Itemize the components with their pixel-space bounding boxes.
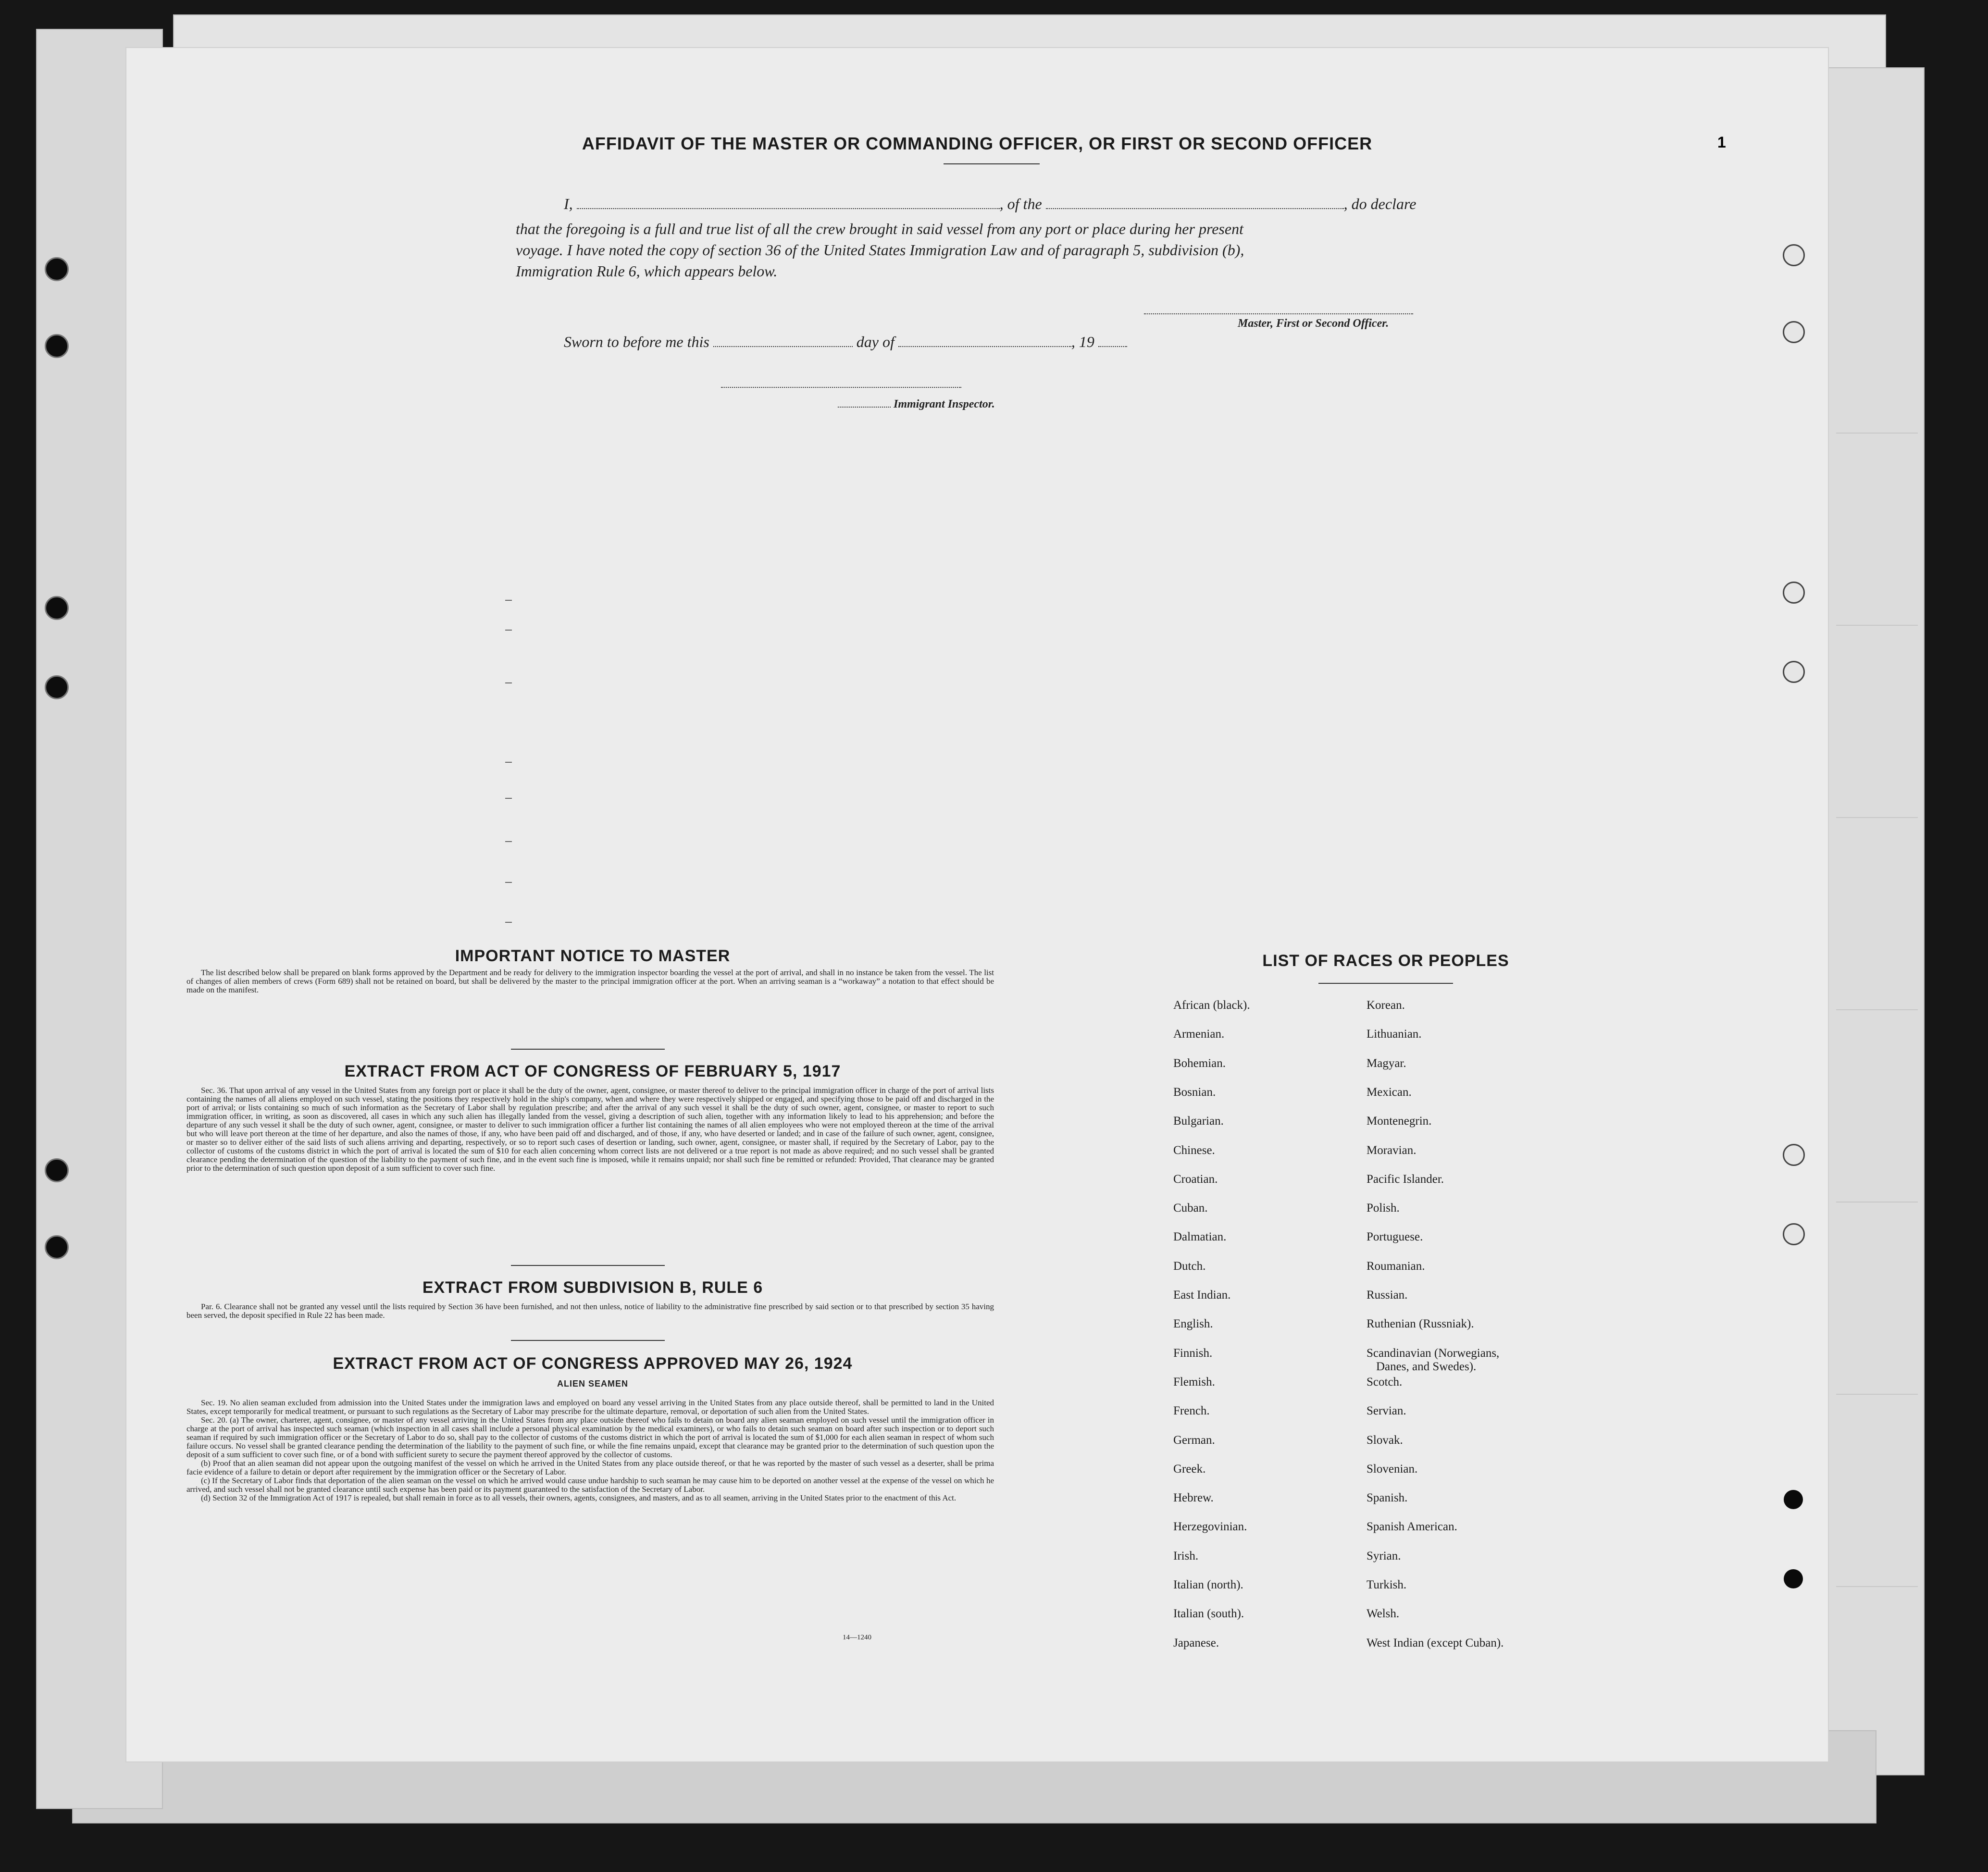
race-item: Montenegrin. [1367,1115,1432,1128]
race-item: Slovenian. [1367,1462,1418,1475]
races-title: LIST OF RACES OR PEOPLES [1262,952,1509,970]
race-item: Russian. [1367,1289,1408,1302]
form-number: 14—1240 [843,1634,871,1641]
declaration-body-3: Immigration Rule 6, which appears below. [516,262,778,280]
ledger-line [1836,1586,1918,1587]
race-item: Portuguese. [1367,1230,1423,1244]
tick-mark [505,762,512,763]
notice-paragraph: The list described below shall be prepared on blank forms approved by the Department and be ready for delivery to the immigration inspector boarding the vessel at the port of arrival, and shall in no instance be taken from the vessel. The list of changes of alien members of crews (Form 689) shall not be retained on board, but shall be delivered by the master to the principal immigration officer at the port. When an arriving seaman is a “workaway” a notation to that effect should be made on the manifest. [186,968,994,994]
race-item: Danes, and Swedes). [1376,1360,1477,1373]
race-item: Flemish. [1173,1375,1215,1389]
ledger-line [1836,433,1918,434]
binder-hole [45,1235,69,1259]
race-item: Finnish. [1173,1346,1213,1360]
extract-1917-title: EXTRACT FROM ACT OF CONGRESS OF FEBRUARY 5, 1917 [344,1062,841,1080]
sec20d-paragraph: (d) Section 32 of the Immigration Act of 1917 is repealed, but shall remain in force as to all vessels, their owners, agents, consignees, and masters, and as to all seamen, arriving in the United States prior to the enactment of this Act. [201,1493,957,1502]
inspector-signature-line[interactable] [721,387,961,388]
binder-hole [45,257,69,281]
sec20c-paragraph: (c) If the Secretary of Labor finds that deportation of the alien seaman on the vessel on which he arrived would cause undue hardship to such seaman he may cause him to be deported on another vessel at the expense of the vessel on which he arrived, and such vessel shall not be granted clearance until such expense has been paid or its payment guaranteed to the satisfaction of the Secretary of Labor. [186,1476,994,1494]
race-item: Hebrew. [1173,1491,1214,1505]
races-title-rule [1318,983,1453,984]
document-page [126,48,1828,1761]
sworn-label: Sworn to before me this [564,333,709,350]
officer-name-field[interactable] [577,195,1000,209]
race-item: Dutch. [1173,1259,1206,1273]
rule6-paragraph: Par. 6. Clearance shall not be granted any vessel until the lists required by Section 36 have been furnished, and not then unless, notice of liability to the administrative fine prescribed by said section or to that prescribed by section 35 having been served, the deposit specified in Rule 22 has been made. [186,1302,994,1320]
ledger-line [1836,817,1918,818]
title-rule [944,163,1040,164]
ledger-line [1836,1009,1918,1010]
race-item: African (black). [1173,999,1250,1012]
race-item: Chinese. [1173,1143,1215,1157]
race-item: Scotch. [1367,1375,1403,1389]
rule6-title: EXTRACT FROM SUBDIVISION B, RULE 6 [422,1278,763,1297]
binder-hole [45,596,69,620]
race-item: Magyar. [1367,1056,1406,1070]
rule6-text [186,1302,994,1320]
race-item: Lithuanian. [1367,1028,1422,1041]
master-signature-line[interactable] [1144,313,1413,314]
binder-hole [45,1158,69,1182]
binder-hole-right [1783,1223,1805,1245]
binder-hole-right [1783,321,1805,343]
race-item: English. [1173,1317,1213,1331]
tick-mark [505,841,512,842]
sec20b-paragraph: (b) Proof that an alien seaman did not appear upon the outgoing manifest of the vessel on which he arrived in the United States from any place outside thereof, or that he was reported by the master of such vessel as a deserter, shall be prima facie evidence of a failure to detain or deport after requirement by the immigration officer or the Secretary of Labor. [186,1459,994,1476]
race-item: Dalmatian. [1173,1230,1227,1244]
ledger-line [1836,1394,1918,1395]
sworn-month-field[interactable] [898,333,1071,347]
divider [511,1265,665,1266]
race-item: West Indian (except Cuban). [1367,1636,1504,1649]
inspector-label-text: Immigrant Inspector. [894,398,995,410]
declaration-body-1: that the foregoing is a full and true list of all the crew brought in said vessel from any port or place during her present [516,220,1243,237]
race-item: Italian (north). [1173,1578,1243,1591]
race-item: Turkish. [1367,1578,1407,1591]
race-item: Bosnian. [1173,1085,1216,1099]
declaration-line [564,195,1416,213]
i-label: I, [564,195,573,212]
ledger-line [1836,625,1918,626]
binder-hole-right [1783,661,1805,683]
of-the-label: , of the [999,195,1042,212]
notice-title: IMPORTANT NOTICE TO MASTER [455,947,731,965]
race-item: Bulgarian. [1173,1115,1224,1128]
vessel-name-field[interactable] [1046,195,1344,209]
race-item: Slovak. [1367,1433,1403,1447]
race-item: Polish. [1367,1202,1400,1215]
extract-1917-paragraph: Sec. 36. That upon arrival of any vessel in the United States from any foreign port or place it shall be the duty of the owner, agent, consignee, or master thereof to deliver to the principal immigration officer in charge of the port of arrival lists containing the names of all aliens employed on such vessel, stating the positions they respectively hold in the ship's company, when and where they were respectively shipped or engaged, and specifying those to be paid off and discharged in the port of arrival; or lists containing so much of such information as the Secretary of Labor shall by regulation prescribe; and after the arrival of any such vessel it shall be the duty of such owner, agent, consignee, or master to report to such immigration officer, in writing, as soon as discovered, all cases in which any such alien has illegally landed from the vessel, giving a description of such alien, together with any information likely to lead to his apprehension; and before the departure of any such vessel it shall be the duty of such owner, agent, consignee, or master to deliver to such immigration officer a further list containing the names of all alien employees who were not employed thereon at the time of the arrival but who will leave port thereon at the time of her departure, and also the names of those, if any, who have been paid off and discharged, and of those, if any, who have deserted or landed; and in case of the failure of such owner, agent, consignee, or master so to deliver either of the said lists of such aliens arriving and departing, respectively, or so to report such cases of desertion or landing, such owner, agent, consignee, or master shall, if required by the Secretary of Labor, pay to the collector of customs of the customs district in which the port of arrival is located the sum of $10 for each alien concerning whom correct lists are not delivered or a true report is not made as above required; and no such vessel shall be granted clearance pending the determination of the question of the liability to the payment of such fine, and in the event such fine is imposed, while it remains unpaid; nor shall such fine be remitted or refunded: Provided, That clearance may be granted prior to the determination of such question upon deposit of a sum sufficient to cover such fine. [186,1086,994,1173]
extract-1924-text [186,1399,994,1502]
race-item: Servian. [1367,1404,1406,1418]
tick-mark [505,922,512,923]
race-item: Japanese. [1173,1636,1219,1649]
declaration-body-2: voyage. I have noted the copy of section 36 of the United States Immigration Law and of paragraph 5, subdivision (b), [516,241,1244,259]
sec20a-paragraph: Sec. 20. (a) The owner, charterer, agent, consignee, or master of any vessel arriving in the United States from any place outside thereof who fails to detain on board any alien seaman employed on such vessel until the immigration officer in charge at the port of arrival has inspected such seaman (which inspection in all cases shall include a personal physical examination by the medical examiners), or who fails to detain such seaman on board after such inspection or to deport such seaman if required by such immigration officer or the Secretary of Labor to do so, shall pay to the collector of customs of the customs district in which the port of arrival is located the sum of $1,000 for each alien seaman in respect of whom such failure occurs. No vessel shall be granted clearance pending the determination of the liability to the payment of such fine, or while the fine remains unpaid, except that clearance may be granted prior to the determination of such question upon the deposit of a sum sufficient to cover such fine, or of a bond with sufficient surety to secure the payment thereof approved by the collector of customs. [186,1415,994,1459]
page-number: 1 [1717,134,1726,151]
ledger-line [1836,1202,1918,1203]
sworn-day-field[interactable] [713,333,853,347]
day-of-label: day of [856,333,895,350]
race-item: Bohemian. [1173,1056,1226,1070]
race-item: French. [1173,1404,1210,1418]
tick-mark [505,798,512,799]
divider [511,1340,665,1341]
tick-mark [505,882,512,883]
race-item: Herzegovinian. [1173,1520,1247,1534]
race-item: Spanish American. [1367,1520,1457,1534]
race-item: Pacific Islander. [1367,1172,1444,1186]
tick-mark [505,630,512,631]
extract-1917-text [186,1086,994,1173]
binder-hole-right [1783,582,1805,604]
tick-mark [505,682,512,683]
race-item: Spanish. [1367,1491,1408,1505]
binder-hole-right-filled [1784,1569,1803,1588]
race-item: Mexican. [1367,1085,1412,1099]
race-item: Syrian. [1367,1549,1401,1562]
race-item: Irish. [1173,1549,1199,1562]
master-signature-label: Master, First or Second Officer. [1238,317,1389,330]
inspector-label [838,398,995,411]
race-item: Ruthenian (Russniak). [1367,1317,1474,1331]
binder-hole [45,675,69,699]
sworn-year-field[interactable] [1098,333,1127,347]
binder-hole-right [1783,244,1805,266]
race-item: Greek. [1173,1462,1206,1475]
race-item: Croatian. [1173,1172,1218,1186]
binder-hole-right [1783,1144,1805,1166]
race-item: Korean. [1367,999,1405,1012]
race-item: Scandinavian (Norwegians, [1367,1346,1500,1360]
do-declare-label: , do declare [1343,195,1416,212]
race-item: Welsh. [1367,1607,1400,1621]
inspector-dots [838,400,891,408]
race-item: Armenian. [1173,1028,1225,1041]
divider [511,1049,665,1050]
race-item: Moravian. [1367,1143,1416,1157]
sec19-paragraph: Sec. 19. No alien seaman excluded from admission into the United States under the immigration laws and employed on board any vessel arriving in the United States from any place outside thereof, shall be permitted to land in the United States, except temporarily for medical treatment, or pursuant to such regulations as the Secretary of Labor may prescribe for the ultimate departure, removal, or deportation of such alien from the United States. [186,1398,994,1416]
race-item: German. [1173,1433,1215,1447]
affidavit-title: AFFIDAVIT OF THE MASTER OR COMMANDING OFFICER, OR FIRST OR SECOND OFFICER [582,134,1373,153]
race-item: Italian (south). [1173,1607,1244,1621]
race-item: Roumanian. [1367,1259,1425,1273]
binder-hole [45,334,69,358]
alien-seamen-subtitle: ALIEN SEAMEN [557,1379,628,1389]
sworn-line [564,333,1127,351]
extract-1924-title: EXTRACT FROM ACT OF CONGRESS APPROVED MAY 26, 1924 [333,1354,853,1373]
tick-mark [505,600,512,601]
year-label: , 19 [1071,333,1094,350]
race-item: Cuban. [1173,1202,1208,1215]
notice-text [186,968,994,994]
race-item: East Indian. [1173,1289,1231,1302]
binder-hole-right-filled [1784,1490,1803,1509]
